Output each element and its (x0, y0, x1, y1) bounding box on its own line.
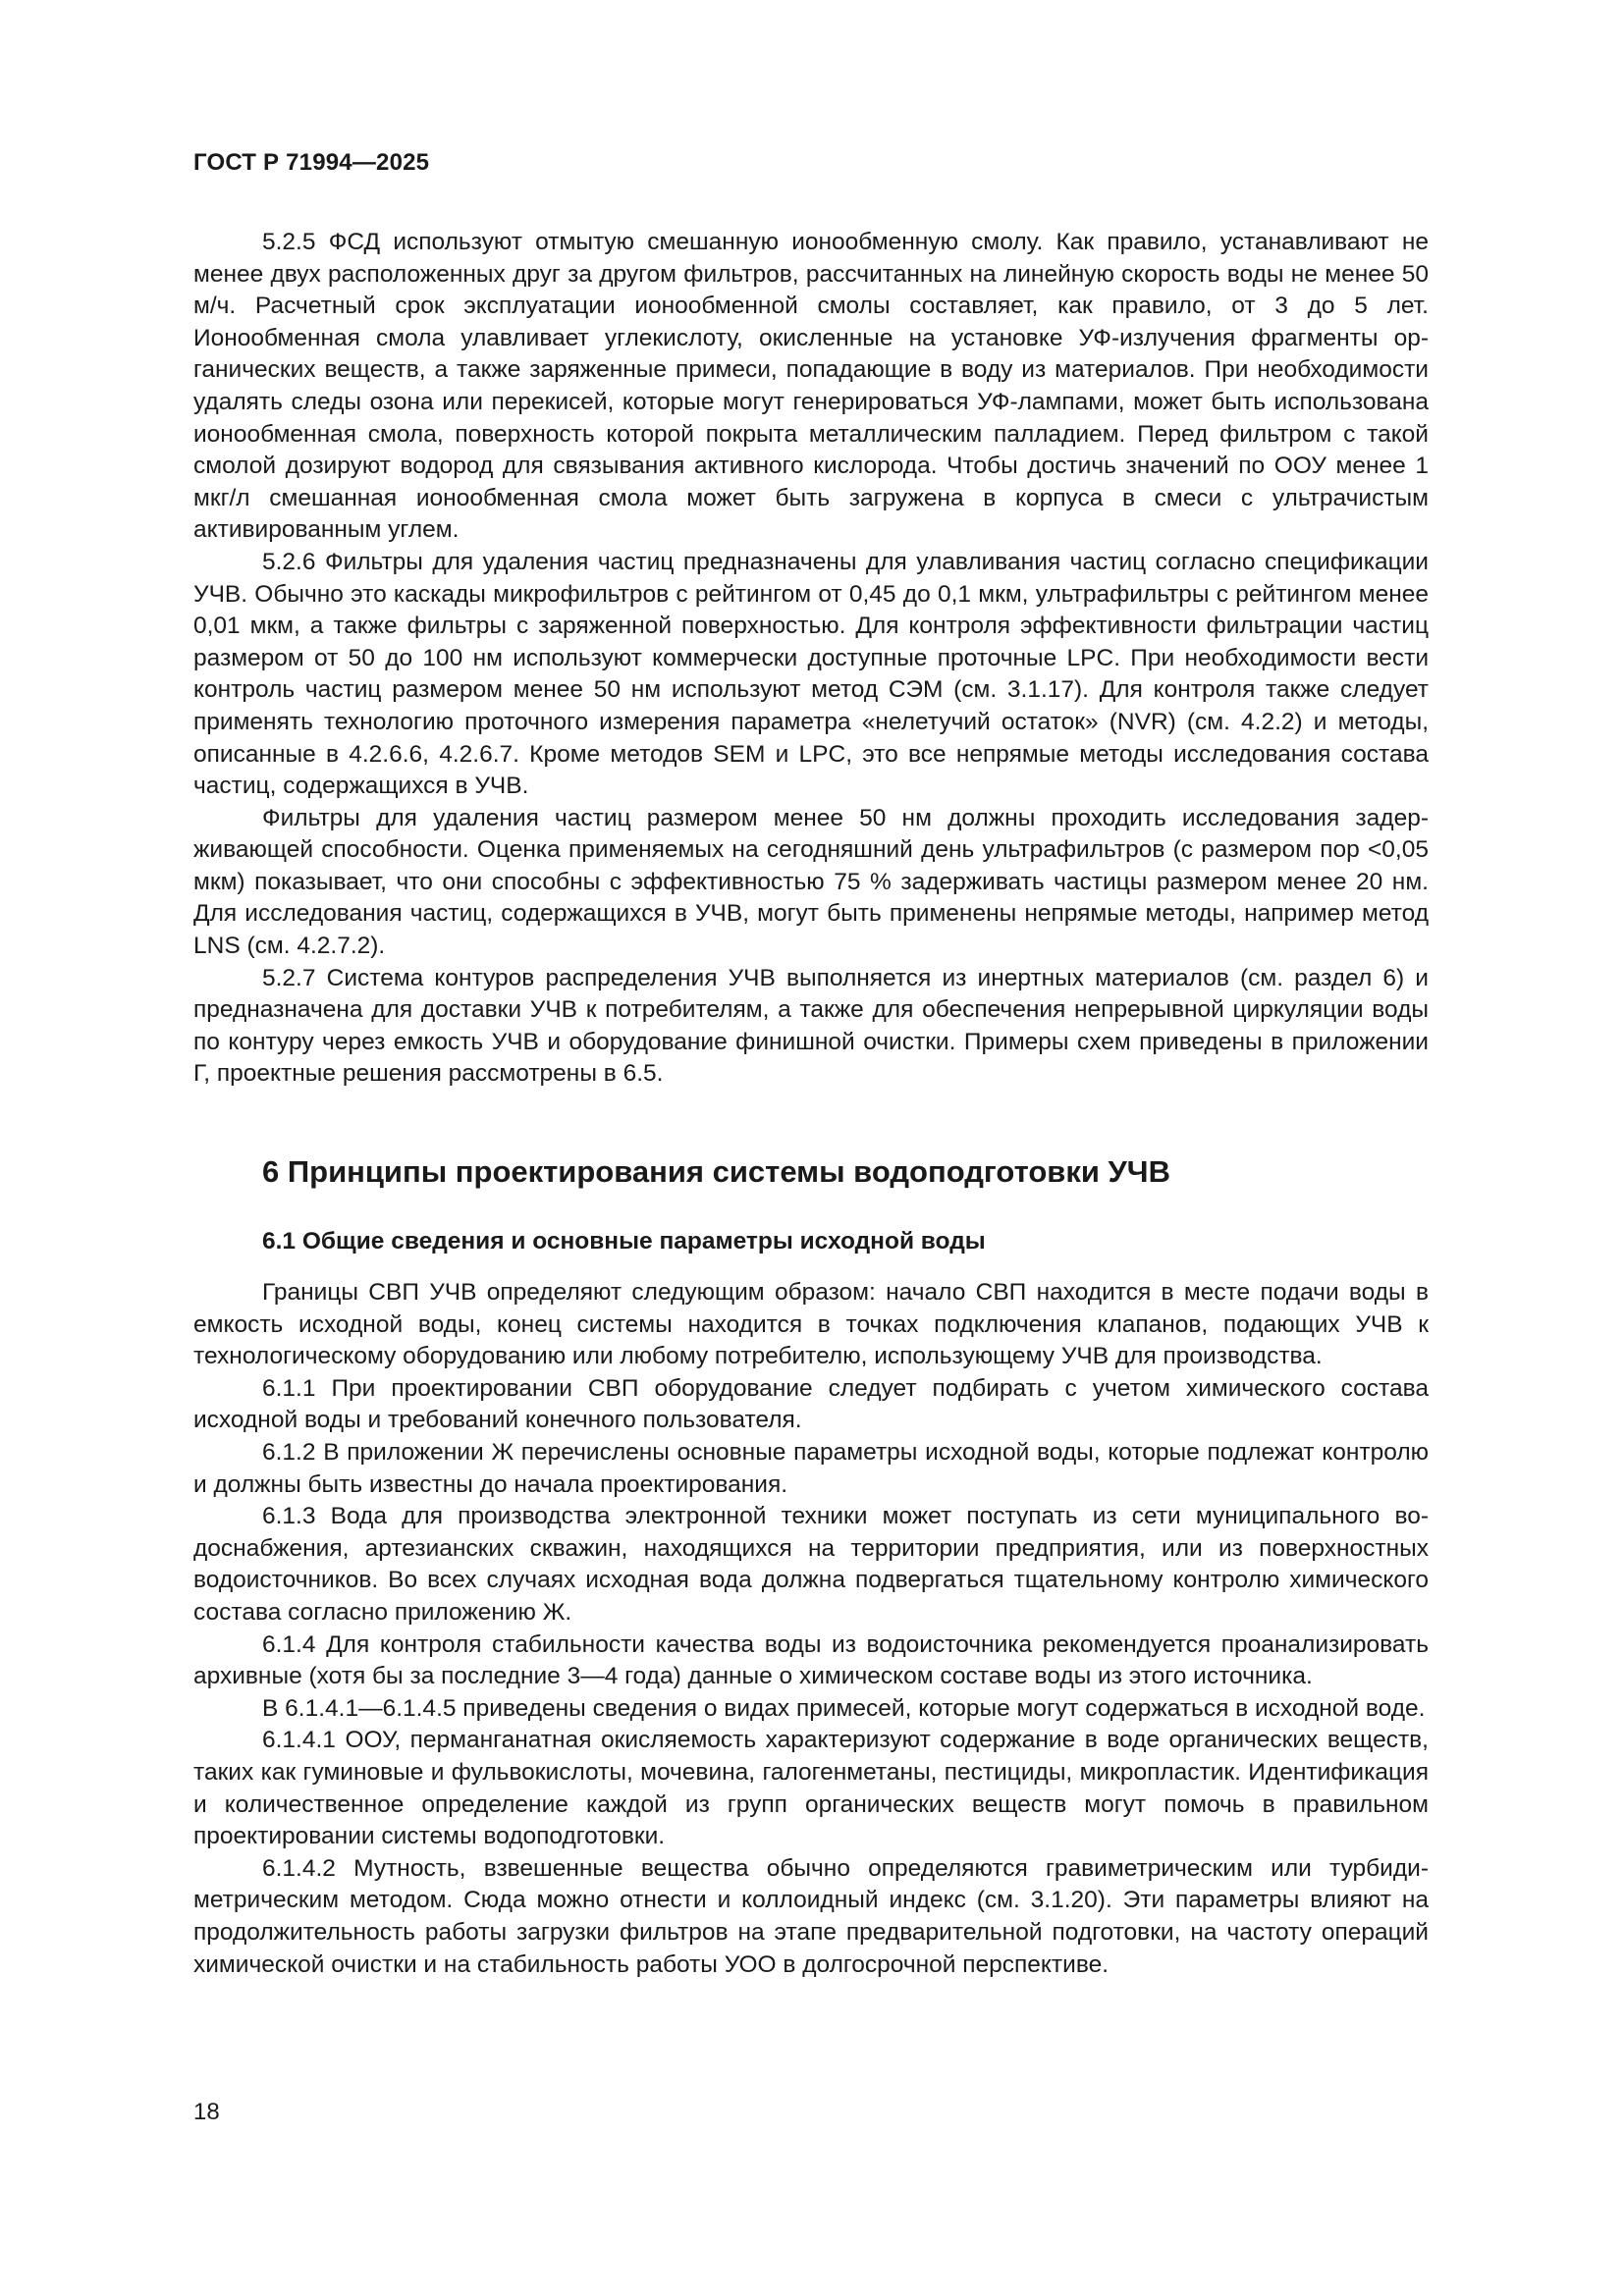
paragraph-6-1-2: 6.1.2 В приложении Ж перечислены основные параметры исходной воды, которые подлежат контролю и должны быть известны до начала проектирования. (193, 1439, 1429, 1498)
section-heading-6: 6 Принципы проектирования системы водоподготовки УЧВ (262, 1154, 1170, 1190)
page-number: 18 (193, 2099, 220, 2125)
paragraph-boundaries: Границы СВП УЧВ определяют следующим образом: начало СВП находится в месте подачи воды в емкость исходной воды, конец системы находится в точках подключения клапанов, подающих УЧВ к технологическому оборудованию или любому потребителю, использующему УЧВ для производства. (193, 1279, 1429, 1370)
paragraph-6-1-4-1: 6.1.4.1 ООУ, перманганатная окисляемость характеризуют содержание в воде органических веществ, таких как гуминовые и фульвокислоты, мочевина, галогенметаны, пестициды, микропластик. Идентификация и количественное определение каждой из групп органических веществ могут помочь в правильном проектировании системы водоподготовки. (193, 1727, 1429, 1850)
paragraph-6-1-1: 6.1.1 При проектировании СВП оборудование следует подбирать с учетом химического состава исходной воды и требований конечного пользователя. (193, 1374, 1429, 1434)
paragraph-6-1-4-intro: В 6.1.4.1—6.1.4.5 приведены сведения о видах примесей, которые могут содержаться в исходной воде. (262, 1694, 1426, 1722)
paragraph-6-1-4: 6.1.4 Для контроля стабильности качества воды из водоисточника рекомендуется проанализировать архивные (хотя бы за последние 3—4 года) данные о химическом составе воды из этого источника. (193, 1630, 1429, 1690)
paragraph-6-1-4-2: 6.1.4.2 Мутность, взвешенные вещества обычно определяются гравиметрическим или турбидиметрическим методом. Сюда можно отнести и коллоидный индекс (см. 3.1.20). Эти параметры влияют на продолжительность работы загрузки фильтров на этапе предварительной подготовки, на частоту операций химической очистки и на стабильность работы УОО в долгосрочной перспективе. (193, 1854, 1429, 1978)
paragraph-5-2-7: 5.2.7 Система контуров распределения УЧВ выполняется из инертных материалов (см. раздел 6) и предназначена для доставки УЧВ к потребителям, а также для обеспечения непрерывной циркуляции воды по контуру через емкость УЧВ и оборудование финишной очистки. Примеры схем приведены в приложении Г, проектные решения рассмотрены в 6.5. (193, 964, 1429, 1088)
paragraph-filters-under-50nm: Фильтры для удаления частиц размером менее 50 нм должны проходить исследования задерживающей способности. Оценка применяемых на сегодняшний день ультрафильтров (с размером пор <0,05 мкм) показывает, что они способны с эффективностью 75 % задерживать частицы размером менее 20 нм. Для исследования частиц, содержащихся в УЧВ, могут быть применены непрямые методы, например метод LNS (см. 4.2.7.2). (193, 804, 1429, 960)
page-body (193, 227, 1429, 1981)
paragraph-5-2-6: 5.2.6 Фильтры для удаления частиц предназначены для улавливания частиц согласно спецификации УЧВ. Обычно это каскады микрофильтров с рейтингом от 0,45 до 0,1 мкм, ультрафильтры с рейтингом менее 0,01 мкм, а также фильтры с заряженной поверхностью. Для контроля эффективности фильтрации частиц размером от 50 до 100 нм используют коммерчески доступные проточные LPC. При необходимости вести контроль частиц размером менее 50 нм используют метод СЭМ (см. 3.1.17). Для контроля также следует применять технологию проточного измерения параметра «нелетучий остаток» (NVR) (см. 4.2.2) и методы, описанные в 4.2.6.6, 4.2.6.7. Кроме методов SEM и LPC, это все непрямые методы исследования состава частиц, содержащихся в УЧВ. (193, 548, 1429, 800)
subsection-heading-6-1: 6.1 Общие сведения и основные параметры исходной воды (262, 1228, 986, 1255)
paragraph-5-2-5: 5.2.5 ФСД используют отмытую смешанную ионообменную смолу. Как правило, устанавливают не менее двух расположенных друг за другом фильтров, рассчитанных на линейную скорость воды не менее 50 м/ч. Расчетный срок эксплуатации ионообменной смолы составляет, как правило, от 3 до 5 лет. Ионообменная смола улавливает углекислоту, окисленные на установке УФ-излучения фрагменты органических веществ, а также заряженные примеси, попадающие в воду из материалов. При необходимости удалять следы озона или перекисей, которые могут генерироваться УФ-лампами, может быть использована ионообменная смола, поверхность которой покрыта металлическим палладием. Перед фильтром с такой смолой дозируют водород для связывания активного кислорода. Чтобы достичь значений по ООУ менее 1 мкг/л смешанная ионообменная смола может быть загружена в корпуса в смеси с ультрачистым активированным углем. (193, 229, 1429, 544)
document-code-header: ГОСТ Р 71994—2025 (193, 149, 430, 176)
paragraph-6-1-3: 6.1.3 Вода для производства электронной техники может поступать из сети муниципального водоснабжения, артезианских скважин, находящихся на территории предприятия, или из поверхностных водоисточников. Во всех случаях исходная вода должна подвергаться тщательному контролю химического состава согласно приложению Ж. (193, 1503, 1429, 1626)
